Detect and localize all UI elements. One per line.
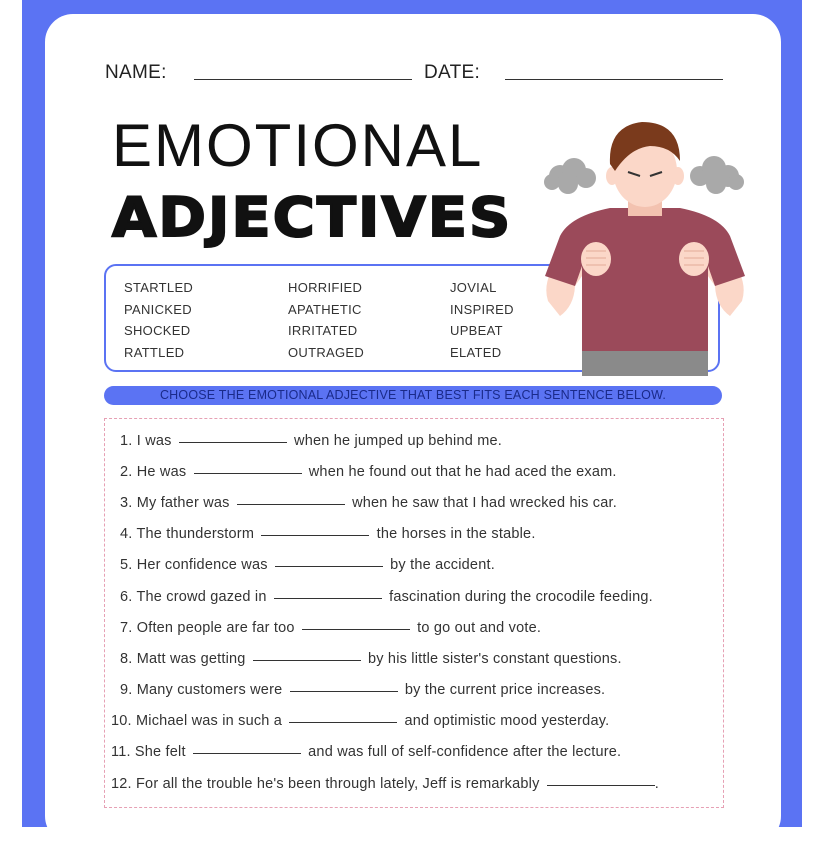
answer-blank[interactable] (253, 659, 361, 661)
question-text: Many customers were (136, 682, 283, 698)
word-bank-word: UPBEAT (450, 323, 503, 338)
question-number: 12. (111, 776, 132, 792)
question-text: by the accident. (390, 557, 495, 573)
question-text: the horses in the stable. (376, 526, 536, 542)
answer-blank[interactable] (193, 752, 301, 754)
question-text: and was full of self-confidence after the lecture. (308, 744, 622, 760)
question-text: fascination during the crocodile feeding. (389, 589, 653, 605)
answer-blank[interactable] (289, 721, 397, 723)
date-label: DATE: (424, 62, 481, 83)
question-number: 2. (120, 464, 133, 480)
question-item (120, 557, 738, 573)
question-text: For all the trouble he's been through lately, Jeff is remarkably (136, 776, 540, 792)
question-text: to go out and vote. (417, 620, 542, 636)
question-number: 1. (120, 433, 133, 449)
question-number: 4. (120, 526, 133, 542)
word-bank-word: PANICKED (124, 302, 192, 317)
name-line[interactable] (194, 79, 412, 80)
question-item (120, 620, 738, 636)
question-item (120, 495, 738, 511)
question-item (120, 464, 738, 480)
question-text: Often people are far too (136, 620, 295, 636)
title-emotional: EMOTIONAL (112, 112, 484, 179)
question-number: 10. (111, 713, 132, 729)
word-bank-word: IRRITATED (288, 323, 358, 338)
answer-blank[interactable] (274, 597, 382, 599)
answer-blank[interactable] (194, 472, 302, 474)
questions-box (104, 418, 724, 808)
question-number: 3. (120, 495, 133, 511)
question-item (120, 682, 738, 698)
answer-blank[interactable] (290, 690, 398, 692)
question-number: 6. (120, 589, 133, 605)
word-bank-word: SHOCKED (124, 323, 191, 338)
answer-blank[interactable] (302, 628, 410, 630)
answer-blank[interactable] (261, 534, 369, 536)
question-text: She felt (134, 744, 186, 760)
question-text: when he saw that I had wrecked his car. (352, 495, 617, 511)
question-text: when he found out that he had aced the exam. (308, 464, 617, 480)
instruction-banner: CHOOSE THE EMOTIONAL ADJECTIVE THAT BEST FITS EACH SENTENCE BELOW. (104, 386, 722, 405)
question-item (111, 744, 729, 760)
question-item (120, 589, 738, 605)
question-text: Michael was in such a (136, 713, 283, 729)
question-text: . (654, 776, 659, 792)
question-text: when he jumped up behind me. (294, 433, 502, 449)
question-number: 5. (120, 557, 133, 573)
question-text: by the current price increases. (404, 682, 606, 698)
question-text: He was (136, 464, 187, 480)
question-text: and optimistic mood yesterday. (404, 713, 610, 729)
answer-blank[interactable] (275, 565, 383, 567)
question-item (120, 526, 738, 542)
smoke-left-icon (544, 158, 596, 194)
word-bank-word: ELATED (450, 345, 502, 360)
word-bank-word: HORRIFIED (288, 280, 363, 295)
answer-blank[interactable] (179, 441, 287, 443)
question-text: Her confidence was (136, 557, 268, 573)
question-text: The thunderstorm (136, 526, 255, 542)
word-bank-word: OUTRAGED (288, 345, 365, 360)
question-text: Matt was getting (136, 651, 246, 667)
word-bank-word: STARTLED (124, 280, 194, 295)
question-number: 11. (111, 744, 131, 760)
word-bank-word: INSPIRED (450, 302, 514, 317)
question-item (120, 433, 738, 449)
word-bank-word: RATTLED (124, 345, 185, 360)
question-item (120, 651, 738, 667)
question-item (111, 776, 729, 792)
answer-blank[interactable] (237, 503, 345, 505)
question-number: 8. (120, 651, 133, 667)
question-text: by his little sister's constant questions. (367, 651, 622, 667)
answer-blank[interactable] (547, 784, 655, 786)
date-line[interactable] (505, 79, 723, 80)
smoke-right-icon (690, 156, 744, 194)
word-bank-word: APATHETIC (288, 302, 362, 317)
question-number: 9. (120, 682, 133, 698)
question-text: The crowd gazed in (136, 589, 267, 605)
question-number: 7. (120, 620, 133, 636)
name-label: NAME: (105, 62, 167, 83)
name-date-row (105, 62, 725, 84)
title-adjectives: ADJECTIVES (112, 186, 513, 249)
question-item (111, 713, 729, 729)
question-text: I was (136, 433, 172, 449)
word-bank-word: JOVIAL (450, 280, 497, 295)
angry-boy-illustration (530, 116, 760, 376)
question-text: My father was (136, 495, 230, 511)
